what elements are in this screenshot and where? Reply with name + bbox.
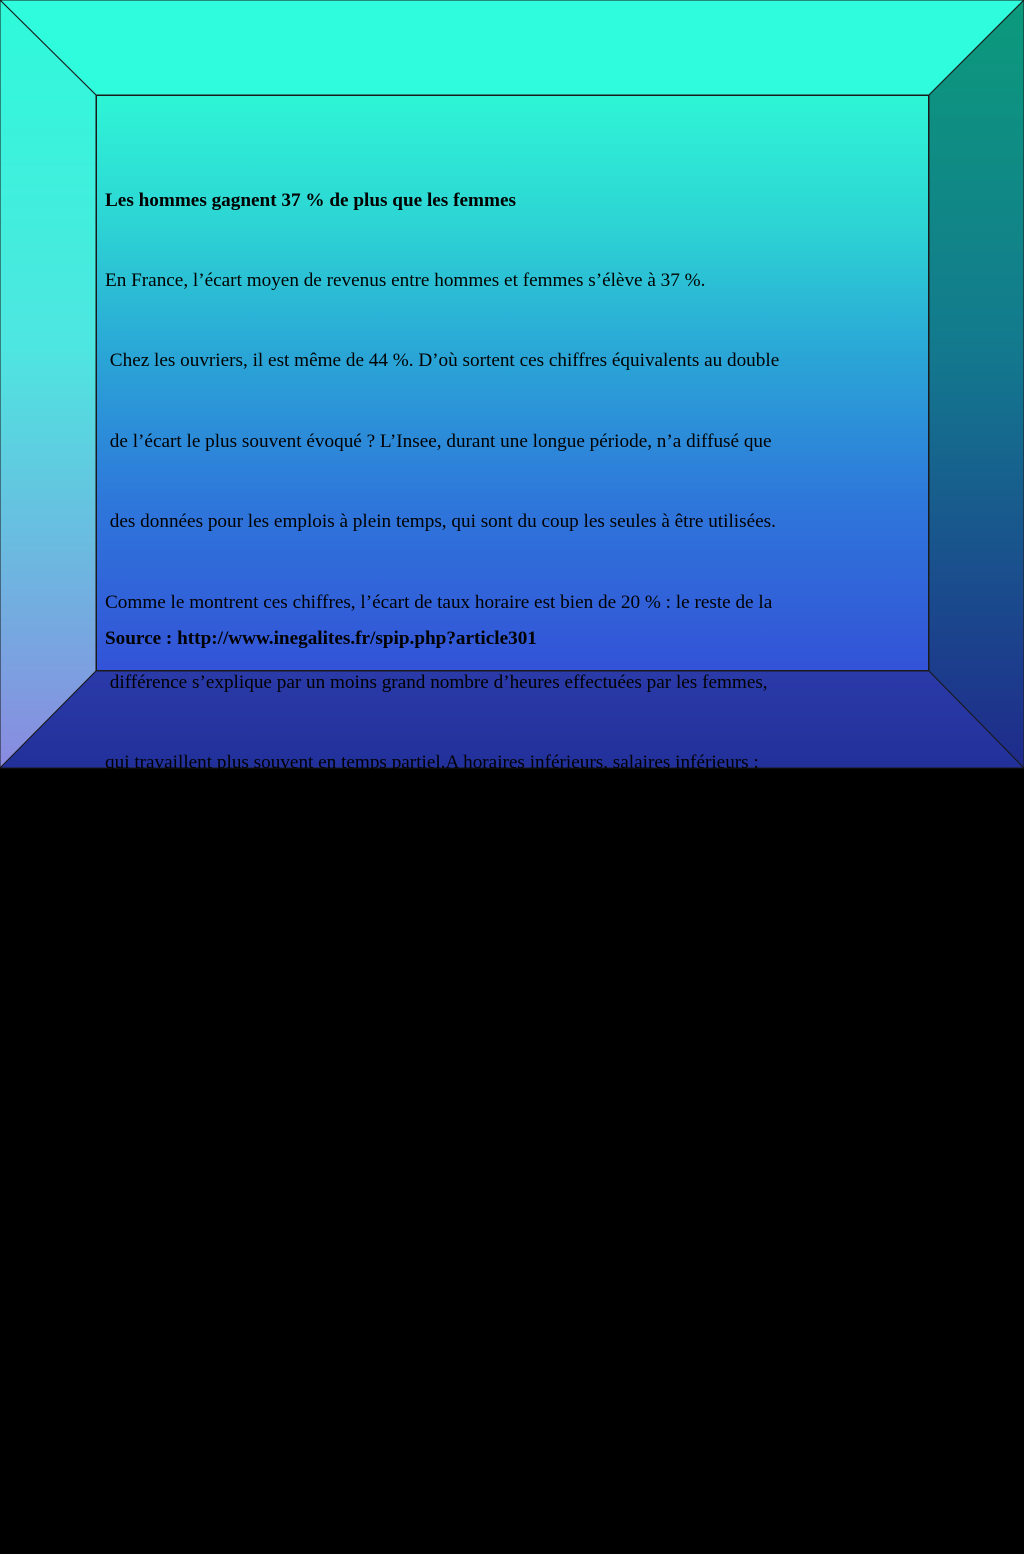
body-line: rien ne semble plus logique que de raisonner en temps plein. Au nom de cette logique xyxy=(105,832,767,854)
body-line: En France, l’écart moyen de revenus entre hommes et femmes s’élève à 37 %. xyxy=(105,269,706,291)
document-body xyxy=(105,134,920,1554)
body-line: Comme le montrent ces chiffres, l’écart de taux horaire est bien de 20 % : le reste de la xyxy=(105,591,773,613)
body-line: mieux (temps partiel subi), par des femmes qui souhaiteraient travailler davantage pour xyxy=(105,1073,776,1095)
body-line: de travail. Plus du quart des emplois féminins en temps partiel sont occupés faute de xyxy=(105,993,758,1015)
document-heading: Les hommes gagnent 37 % de plus que les femmes xyxy=(105,189,516,211)
line-text-before: on en oublie pourtant les salaires mensuels xyxy=(105,913,443,935)
source-citation: Source : http://www.inegalites.fr/spip.php?article301 xyxy=(105,628,537,649)
body-line: qui travaillent plus souvent en temps partiel.A horaires inférieurs, salaires inférieurs : xyxy=(105,752,759,774)
line-text-after: reçus, quel que soit l’horaire xyxy=(544,913,768,935)
body-line: Chez les ouvriers, il est même de 44 %. D’où sortent ces chiffres équivalents au double xyxy=(105,350,780,372)
emphasis-text: effectivement xyxy=(442,913,545,935)
top-bevel xyxy=(0,0,1024,95)
body-line: bien de 20 %, celui-ci est deux fois plus important tous horaires confondus. xyxy=(105,1234,689,1256)
body-line: alors que les 10 % les mieux rémunérées n’en perçoivent que 75 %. xyxy=(105,1475,625,1497)
right-bevel xyxy=(929,0,1024,768)
body-line: de l’écart le plus souvent évoqué ? L’Insee, durant une longue période, n’a diffusé que xyxy=(105,430,772,452)
body-line-with-emphasis xyxy=(105,911,920,938)
body-line: Plus on s’élève dans la hiérarchie des salaires, plus l’inégalité entre hommes et femmes xyxy=(105,1315,776,1337)
left-bevel xyxy=(0,0,96,768)
body-line: des données pour les emplois à plein temps, qui sont du coup les seules à être utilisées. xyxy=(105,511,776,533)
body-line: différence s’explique par un moins grand nombre d’heures effectuées par les femmes, xyxy=(105,671,768,693)
body-line: est forte : les moins bien payées touchent 91 % du niveau de salaire des hommes, xyxy=(105,1395,734,1417)
body-line: améliorer leurs revenus mensuels. Au final, si à temps de travail équivalent l’écart est xyxy=(105,1154,766,1176)
